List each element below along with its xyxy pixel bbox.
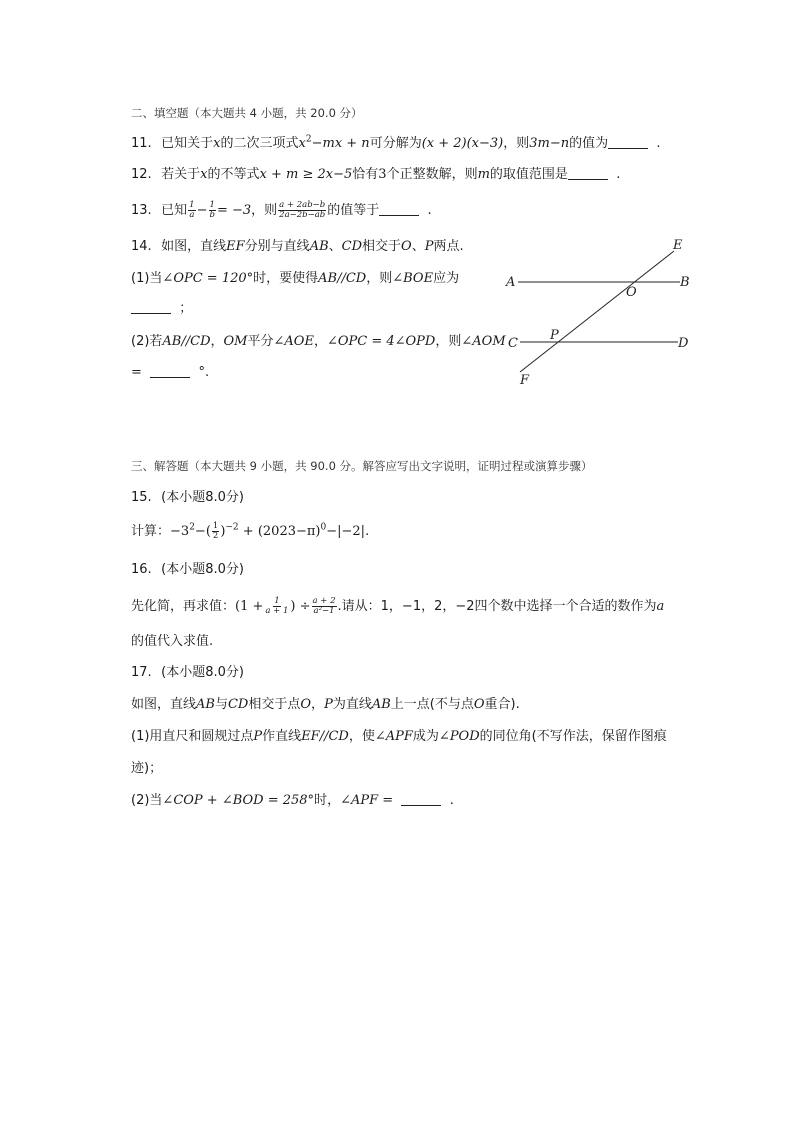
question-number: 13. <box>131 203 152 218</box>
fraction: $\frac{1}{2}$ <box>212 521 219 541</box>
fraction: $\frac{1}{a + 1}$ <box>265 596 289 616</box>
question-number: 15. <box>131 490 152 505</box>
question-number: 17. <box>131 665 152 680</box>
question-17-part-2: (2)当∠COP + ∠BOD = 258°时，∠APF = . <box>131 793 454 808</box>
question-17-header <box>131 664 244 682</box>
fraction: $\frac{a + 2}{\text{a²−1}}$ <box>312 596 336 616</box>
answer-blank[interactable] <box>131 301 171 314</box>
answer-blank[interactable] <box>379 203 419 216</box>
question-12: 12. 若关于x的不等式x + m ≥ 2x−5恰有3个正整数解，则m的取值范围是 . <box>131 167 621 182</box>
question-17-stem: 如图，直线AB与CD相交于点O，P为直线AB上一点(不与点O重合). <box>131 697 520 712</box>
label-e: E <box>673 238 683 253</box>
section-3-title: 三、解答题（本大题共 9 小题，共 90.0 分。解答应写出文字说明，证明过程或演算步骤） <box>131 459 593 473</box>
question-17-part-1-cont: 迹)； <box>131 761 163 776</box>
question-number: 16. <box>131 562 152 577</box>
section-2-title: 二、填空题（本大题共 4 小题，共 20.0 分） <box>131 106 363 120</box>
question-15-header <box>131 489 244 507</box>
question-14-part-2-answer: = °. <box>131 365 210 380</box>
question-16-body-cont: 的值代入求值. <box>131 634 214 649</box>
score-note: (本小题8.0分) <box>161 562 244 577</box>
line-ef <box>520 251 674 372</box>
question-14-part-2: (2)若AB//CD，OM平分∠AOE，∠OPC = 4∠OPD，则∠AOM <box>131 334 506 349</box>
answer-blank[interactable] <box>608 136 648 149</box>
label-d: D <box>678 336 689 351</box>
question-13: 13. 已知 $\frac{1}{a}$ − $\frac{1}{b}$ = −3，则 $\frac{a + 2ab-b}{2a-2b-ab}$ 的值等于 . <box>131 199 432 223</box>
fraction: $\frac{1}{b}$ <box>209 200 215 220</box>
score-note: (本小题8.0分) <box>161 490 244 505</box>
answer-blank[interactable] <box>568 167 608 180</box>
label-f: F <box>520 373 530 388</box>
question-number: 11. <box>131 136 152 151</box>
question-11: 11. 已知关于x的二次三项式$x^2-mx + n$可分解为(x + 2)(x−3)，则3m−n的值为 . <box>131 134 661 151</box>
question-14-stem: 14. 如图，直线EF分别与直线AB、CD相交于O、P两点. <box>131 239 464 254</box>
question-14-part-1: (1)当∠OPC = 120°时，要使得AB//CD，则∠BOE应为 <box>131 271 460 286</box>
label-b: B <box>680 275 690 290</box>
label-a: A <box>506 275 516 290</box>
answer-blank[interactable] <box>401 793 441 806</box>
question-15-body: 计算：$-3^2-$( $\frac{1}{2}$ )$^{-2} + (2023-\pi)^0-|-2|$. <box>131 521 370 541</box>
geometry-figure <box>500 230 700 390</box>
score-note: (本小题8.0分) <box>161 665 244 680</box>
question-16-body: 先化简，再求值：(1 + $\frac{1}{a + 1}$ ) ÷ $\frac{a + 2}{\text{a²−1}}$ .请从：1，−1，2，−2四个数中选择一个合适的数作为a <box>131 596 665 616</box>
label-o: O <box>626 285 637 300</box>
question-17-part-1: (1)用直尺和圆规过点P作直线EF//CD，使∠APF成为∠POD的同位角(不写作法，保留作图痕 <box>131 729 667 744</box>
question-16-header <box>131 561 244 579</box>
fraction: $\frac{1}{a}$ <box>189 200 195 220</box>
label-c: C <box>508 336 518 351</box>
question-14-part-1-answer: ； <box>131 300 192 318</box>
question-number: 14. <box>131 239 152 254</box>
label-p: P <box>550 328 559 343</box>
question-number: 12. <box>131 167 152 182</box>
answer-blank[interactable] <box>150 365 190 378</box>
fraction: $\frac{a + 2ab-b}{2a-2b-ab}$ <box>279 200 326 220</box>
